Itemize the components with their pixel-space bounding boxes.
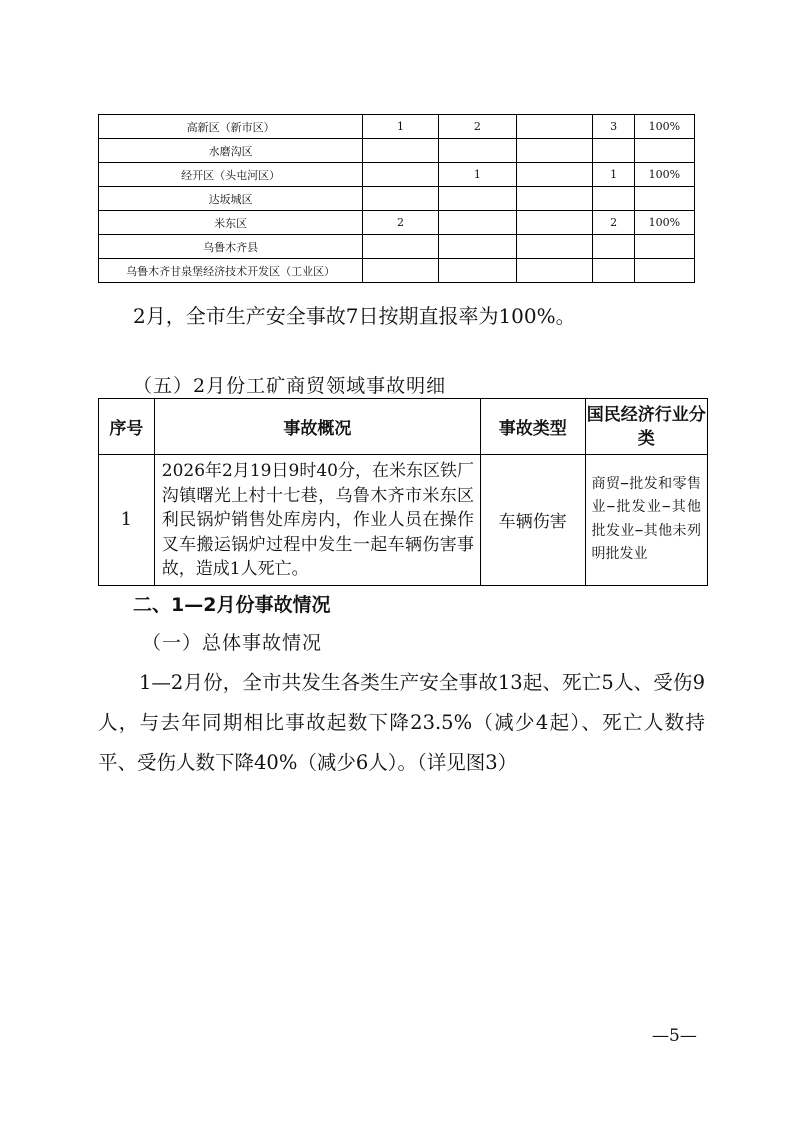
district-value-cell (438, 211, 516, 235)
district-value-cell (363, 235, 438, 259)
district-value-cell (634, 187, 694, 211)
header-accident-summary: 事故概况 (154, 399, 480, 455)
district-value-cell (363, 259, 438, 283)
district-value-cell: 1 (438, 163, 516, 187)
district-value-cell: 100% (634, 211, 694, 235)
district-value-cell (438, 139, 516, 163)
accident-detail-header-row (99, 399, 708, 455)
district-row (99, 259, 695, 283)
district-name-cell: 乌鲁木齐甘泉堡经济技术开发区（工业区） (99, 259, 363, 283)
header-serial-no: 序号 (99, 399, 155, 455)
accident-type: 车辆伤害 (481, 455, 585, 586)
district-value-cell (593, 259, 634, 283)
district-row (99, 163, 695, 187)
district-value-cell: 1 (593, 163, 634, 187)
accident-serial-no: 1 (99, 455, 155, 586)
district-value-cell (517, 139, 593, 163)
district-value-cell (517, 211, 593, 235)
district-value-cell: 3 (593, 115, 634, 139)
page-number: —5— (652, 1026, 697, 1046)
district-name-cell: 米东区 (99, 211, 363, 235)
header-industry-classification: 国民经济行业分类 (585, 399, 707, 455)
accident-detail-row (99, 455, 708, 586)
accident-detail-table (98, 398, 708, 586)
accident-summary: 2026年2月19日9时40分，在米东区铁厂沟镇曙光上村十七巷，乌鲁木齐市米东区利民锅炉销售处库房内，作业人员在操作叉车搬运锅炉过程中发生一起车辆伤害事故，造成1人死亡。 (154, 455, 480, 586)
district-row (99, 115, 695, 139)
section-2-heading: 二、1—2月份事故情况 (133, 594, 331, 616)
district-name-cell: 乌鲁木齐县 (99, 235, 363, 259)
header-accident-type: 事故类型 (481, 399, 585, 455)
district-value-cell (634, 139, 694, 163)
district-value-cell (517, 163, 593, 187)
overall-accident-paragraph: 1—2月份，全市共发生各类生产安全事故13起、死亡5人、受伤9人，与去年同期相比事故起数下降23.5%（减少4起）、死亡人数持平、受伤人数下降40%（减少6人）。（详见图3） (98, 671, 705, 774)
district-name-cell: 水磨沟区 (99, 139, 363, 163)
district-value-cell: 2 (363, 211, 438, 235)
district-value-cell (634, 235, 694, 259)
district-value-cell (593, 235, 634, 259)
district-value-cell (438, 187, 516, 211)
district-value-cell (438, 235, 516, 259)
district-value-cell (438, 259, 516, 283)
district-row (99, 187, 695, 211)
section-5-heading: （五）2月份工矿商贸领域事故明细 (133, 375, 447, 397)
district-row (99, 211, 695, 235)
district-value-cell: 100% (634, 163, 694, 187)
district-row (99, 235, 695, 259)
district-value-cell (363, 187, 438, 211)
district-value-cell (517, 259, 593, 283)
district-row (99, 139, 695, 163)
district-value-cell: 2 (438, 115, 516, 139)
district-value-cell: 2 (593, 211, 634, 235)
district-name-cell: 高新区（新市区） (99, 115, 363, 139)
industry-classification: 商贸−批发和零售业−批发业−其他批发业−其他未列明批发业 (585, 455, 707, 586)
district-value-cell (363, 163, 438, 187)
district-name-cell: 达坂城区 (99, 187, 363, 211)
subsection-1-heading: （一）总体事故情况 (142, 632, 323, 654)
district-value-cell: 100% (634, 115, 694, 139)
district-value-cell (517, 187, 593, 211)
feb-report-rate-paragraph: 2月，全市生产安全事故7日按期直报率为100%。 (133, 304, 576, 328)
district-name-cell: 经开区（头屯河区） (99, 163, 363, 187)
district-value-cell: 1 (363, 115, 438, 139)
district-value-cell (593, 139, 634, 163)
district-value-cell (363, 139, 438, 163)
district-value-cell (517, 115, 593, 139)
district-value-cell (593, 187, 634, 211)
district-value-cell (634, 259, 694, 283)
district-report-table (98, 114, 695, 283)
district-value-cell (517, 235, 593, 259)
